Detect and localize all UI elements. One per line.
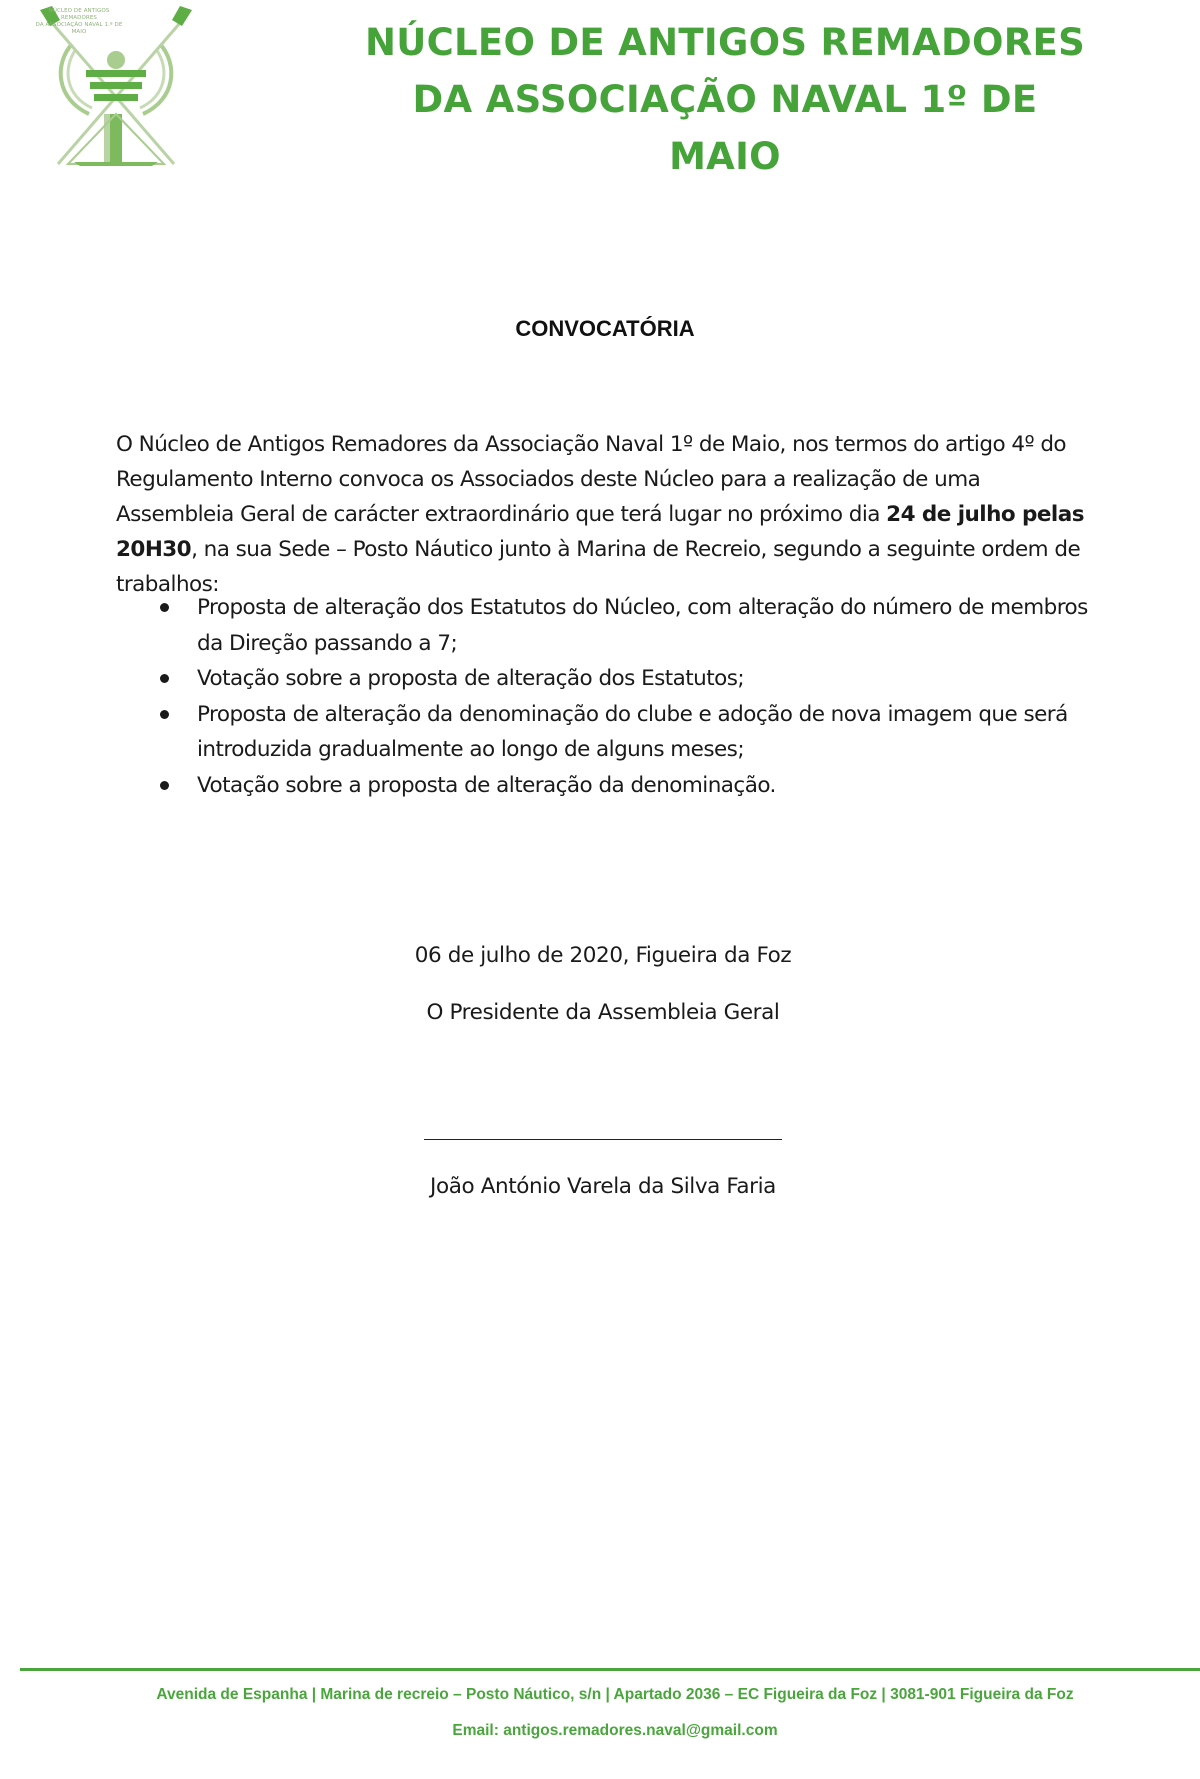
bullet-icon	[160, 603, 169, 612]
bullet-icon	[160, 710, 169, 719]
date-place: 06 de julho de 2020, Figueira da Foz	[414, 943, 792, 968]
bullet-icon	[160, 674, 169, 683]
meeting-date-time: 24 de julho pelas 20H30	[116, 502, 1084, 562]
organization-title-line-1: NÚCLEO DE ANTIGOS REMADORES	[364, 21, 1086, 64]
footer-address: Avenida de Espanha | Marina de recreio – Posto Náutico, s/n | Apartado 2036 – EC Figueira da Foz | 3081-901 Figueira da Foz	[156, 1686, 1074, 1703]
agenda-list	[160, 590, 1100, 803]
logo-caption	[34, 8, 124, 36]
agenda-item	[160, 768, 1100, 804]
organization-title	[360, 14, 1090, 185]
convocation-paragraph	[116, 427, 1096, 602]
signatory-name: João António Varela da Silva Faria	[430, 1174, 776, 1199]
footer-email[interactable]: Email: antigos.remadores.naval@gmail.com	[452, 1722, 778, 1739]
agenda-item-text: Proposta de alteração dos Estatutos do Núcleo, com alteração do número de membros da Direção passando a 7;	[197, 595, 1088, 656]
bullet-icon	[160, 781, 169, 790]
logo-caption-line: DA ASSOCIAÇÃO NAVAL 1.º DE MAIO	[35, 22, 123, 35]
agenda-item-text: Votação sobre a proposta de alteração dos Estatutos;	[197, 666, 745, 691]
document-heading: CONVOCATÓRIA	[515, 316, 695, 341]
organization-title-line-2: DA ASSOCIAÇÃO NAVAL 1º DE MAIO	[412, 78, 1038, 178]
signatory-role: O Presidente da Assembleia Geral	[426, 1000, 780, 1025]
logo-caption-line: NÚCLEO DE ANTIGOS REMADORES	[48, 8, 110, 21]
paragraph-text: O Núcleo de Antigos Remadores da Associação Naval 1º de Maio, nos termos do artigo 4º do Regulamento Interno convoca os Associados deste Núcleo para a realização de uma Assembleia Geral de carácter extraordinário que terá lugar no próximo dia	[116, 432, 1067, 527]
agenda-item	[160, 590, 1100, 661]
agenda-item-text: Proposta de alteração da denominação do clube e adoção de nova imagem que será introduzida gradualmente ao longo de alguns meses;	[197, 701, 1068, 762]
paragraph-text: , na sua Sede – Posto Náutico junto à Marina de Recreio, segundo a seguinte ordem de trabalhos:	[116, 537, 1081, 597]
agenda-item	[160, 697, 1100, 768]
signature-line	[424, 1139, 782, 1140]
footer-divider	[20, 1668, 1200, 1671]
agenda-item-text: Votação sobre a proposta de alteração da denominação.	[197, 772, 776, 798]
agenda-item	[160, 661, 1100, 697]
